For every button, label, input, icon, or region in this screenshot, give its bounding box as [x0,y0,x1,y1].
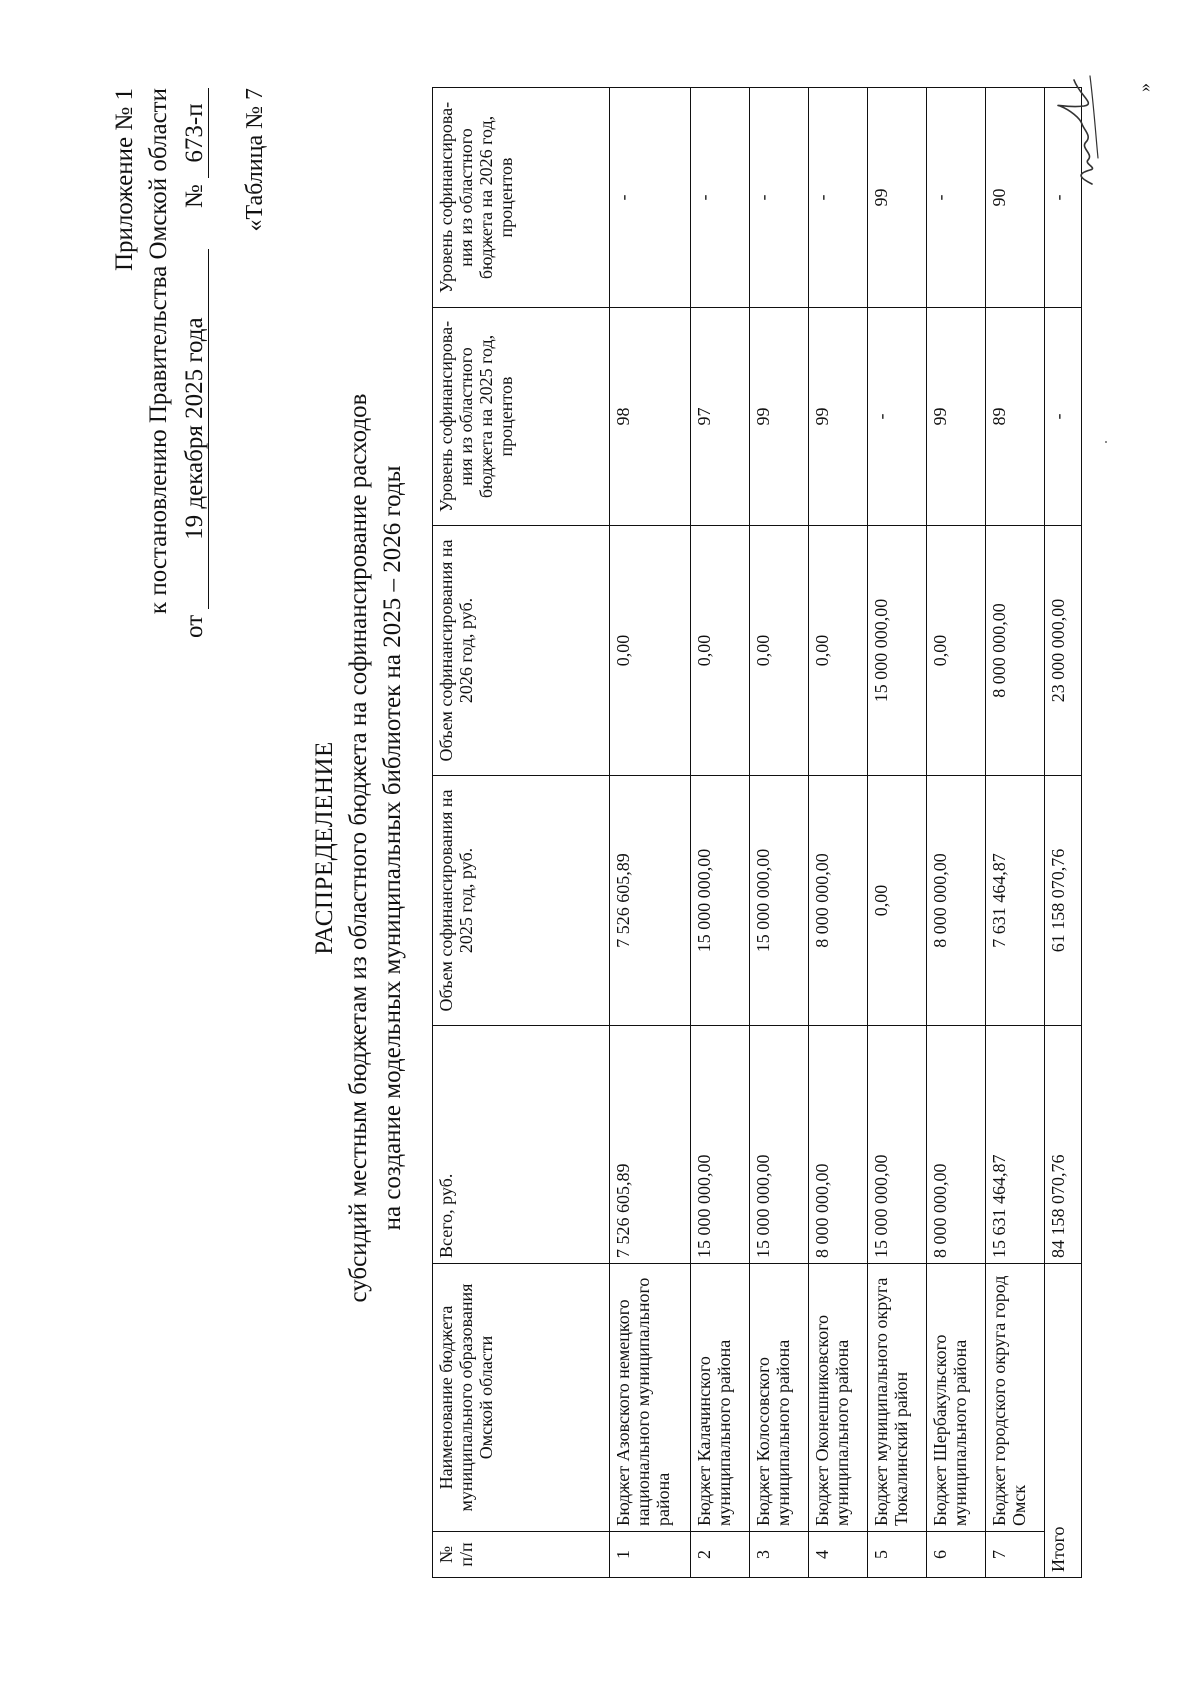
rate-2025: 98 [610,308,691,526]
budget-name: Бюджет Оконешниковского муниципального района [809,1264,868,1532]
column-header: Объем софинансирования на 2026 год, руб. [433,526,610,776]
rate-2026: 90 [986,88,1045,308]
rate-2026: 99 [868,88,927,308]
row-number: 3 [750,1532,809,1578]
document-title: РАСПРЕДЕЛЕНИЕ [311,741,338,955]
handwritten-signature [1040,68,1110,188]
table-number: «Таблица № 7 [242,88,268,232]
budget-name: Бюджет Колосовского муниципального района [750,1264,809,1532]
amount-2025: 8 000 000,00 [927,776,986,1026]
rate-2025: 99 [927,308,986,526]
amount-2025: 15 000 000,00 [750,776,809,1026]
subsidy-distribution-table [432,87,1082,1578]
row-number: 7 [986,1532,1045,1578]
rate-2025: - [868,308,927,526]
amount-2025: 7 526 605,89 [610,776,691,1026]
total-2025: 61 158 070,76 [1045,776,1082,1026]
amount-2025: 8 000 000,00 [809,776,868,1026]
table-row [927,88,986,1578]
amount-2026: 0,00 [691,526,750,776]
row-number: 2 [691,1532,750,1578]
rate-2026: - [750,88,809,308]
rotated-document-page [40,28,1160,1668]
amount-2026: 0,00 [927,526,986,776]
budget-name: Бюджет муниципального округа Тюкалинский район [868,1264,927,1532]
budget-name: Бюджет Шербакульского муниципального района [927,1264,986,1532]
column-header: № п/п [433,1532,610,1578]
rate-2025: 97 [691,308,750,526]
appendix-reference: к постановлению Правительства Омской области [145,88,172,615]
number-value: 673-п [182,88,209,178]
rate-2025: 89 [986,308,1045,526]
rate-2025: 99 [750,308,809,526]
total-2026: 23 000 000,00 [1045,526,1082,776]
rate-2025: 99 [809,308,868,526]
table-row [691,88,750,1578]
budget-name: Бюджет Калачинского муниципального района [691,1264,750,1532]
total-amount: 7 526 605,89 [610,1026,691,1264]
total-amount: 84 158 070,76 [1045,1026,1082,1264]
total-rate-2025: - [1045,308,1082,526]
date-prefix: от [181,614,208,638]
budget-name: Бюджет городского округа город Омск [986,1264,1045,1532]
row-number: 4 [809,1532,868,1578]
column-header: Объем софинансирования на 2025 год, руб. [433,776,610,1026]
row-number: 1 [610,1532,691,1578]
table-total-row [1045,88,1082,1578]
budget-name: Бюджет Азовского немецкого национального муниципального района [610,1264,691,1532]
total-amount: 15 000 000,00 [691,1026,750,1264]
document-subtitle-line-1: субсидий местным бюджетам из областного бюджета на софинансирование расходов [345,393,372,1303]
total-amount: 8 000 000,00 [927,1026,986,1264]
date-value: 19 декабря 2025 года [182,249,209,609]
appendix-title: Приложение № 1 [111,88,138,272]
amount-2026: 8 000 000,00 [986,526,1045,776]
total-amount: 15 631 464,87 [986,1026,1045,1264]
amount-2026: 0,00 [610,526,691,776]
amount-2025: 0,00 [868,776,927,1026]
column-header: Уровень софинансирова-ния из областного бюджета на 2026 год, процентов [433,88,610,308]
amount-2026: 15 000 000,00 [868,526,927,776]
closing-quote-mark: » [1134,83,1154,92]
rate-2026: - [610,88,691,308]
total-label: Итого [1045,1264,1082,1578]
column-header: Уровень софинансирова-ния из областного бюджета на 2025 год, процентов [433,308,610,526]
column-header: Всего, руб. [433,1026,610,1264]
rate-2026: - [691,88,750,308]
number-prefix: № [181,184,208,209]
table-row [809,88,868,1578]
amount-2025: 7 631 464,87 [986,776,1045,1026]
rate-2026: - [809,88,868,308]
rate-2026: - [927,88,986,308]
scan-speck [1105,441,1107,443]
table-row [750,88,809,1578]
row-number: 6 [927,1532,986,1578]
total-rate-2026: - [1045,88,1082,308]
row-number: 5 [868,1532,927,1578]
table-row [610,88,691,1578]
total-amount: 8 000 000,00 [809,1026,868,1264]
total-amount: 15 000 000,00 [868,1026,927,1264]
total-amount: 15 000 000,00 [750,1026,809,1264]
document-subtitle-line-2: на создание модельных муниципальных библиотек на 2025 – 2026 годы [379,465,406,1231]
appendix-date-line [180,88,210,638]
amount-2026: 0,00 [809,526,868,776]
amount-2026: 0,00 [750,526,809,776]
table-row [986,88,1045,1578]
amount-2025: 15 000 000,00 [691,776,750,1026]
table-row [868,88,927,1578]
table-header-row [433,88,610,1578]
column-header: Наименование бюджета муниципального образования Омской области [433,1264,610,1532]
